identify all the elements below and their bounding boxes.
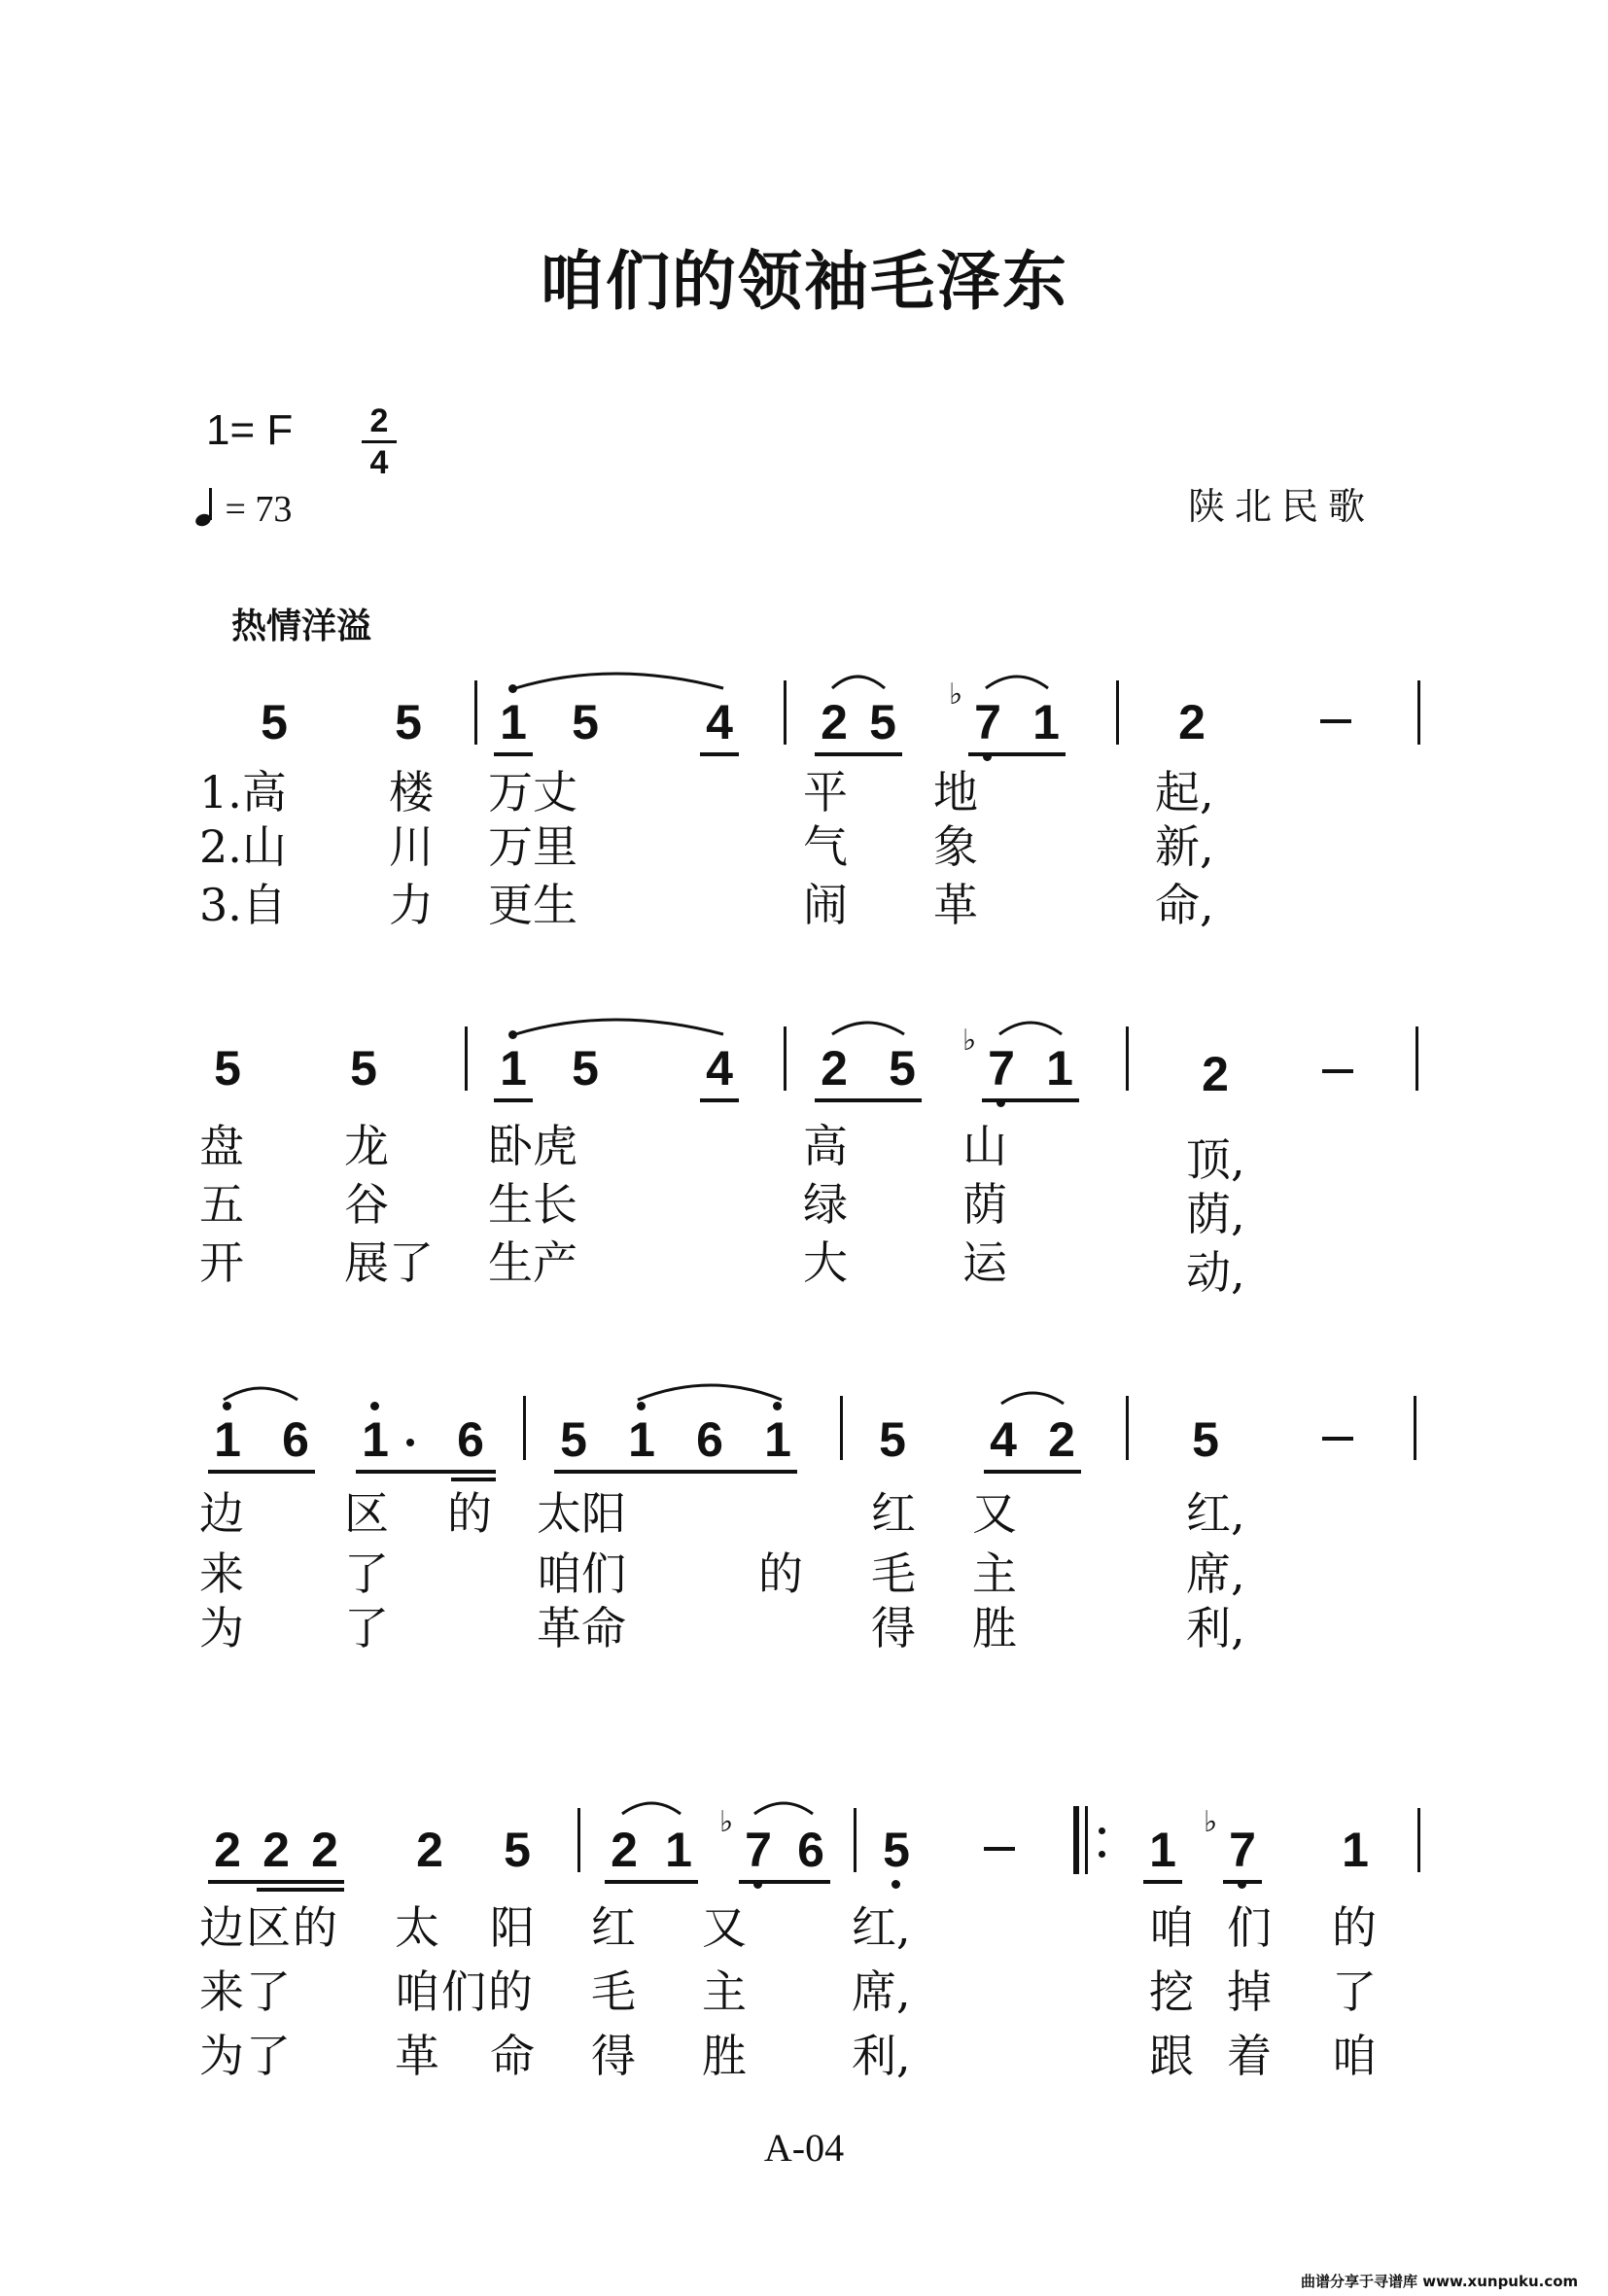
note: 4 <box>990 1412 1017 1467</box>
lyric: 闹 <box>803 879 848 931</box>
lyric: 咱们 <box>537 1548 626 1600</box>
lyric: 胜 <box>972 1602 1017 1654</box>
slur <box>224 1388 297 1400</box>
slur <box>1001 1393 1064 1404</box>
note: 4 <box>706 695 733 749</box>
note: 2 <box>1202 1047 1229 1101</box>
note: 2 <box>262 1823 290 1877</box>
lyric: 2.山 <box>199 820 287 873</box>
composer: 陕北民歌 <box>1188 485 1376 528</box>
lyric: 3.自 <box>199 879 287 931</box>
slur <box>832 1023 904 1034</box>
note: 5 <box>889 1041 916 1096</box>
lyric: 为了 <box>199 2030 293 2082</box>
lyric: 又 <box>972 1487 1017 1540</box>
lyric: 席, <box>1186 1548 1245 1600</box>
note: 1 <box>494 698 533 747</box>
lyric: 革命 <box>537 1602 626 1654</box>
lyric: 来 <box>199 1548 244 1600</box>
lyric: 边区的 <box>199 1901 339 1954</box>
lyric: 咱 <box>1332 2030 1377 2082</box>
lyric: 阳 <box>490 1901 535 1954</box>
lyric: 气 <box>803 820 848 873</box>
note: 4 <box>706 1041 733 1096</box>
lyric: 高 <box>803 1120 848 1172</box>
lyric: 红 <box>871 1487 916 1540</box>
note: 1 <box>356 1415 395 1464</box>
lyric: 主 <box>702 1966 747 2018</box>
lyric: 太阳 <box>537 1487 626 1540</box>
lyric: 胜 <box>702 2030 747 2082</box>
note: 5 <box>560 1412 587 1467</box>
note: 5 <box>879 1412 906 1467</box>
lyric: 顶, <box>1186 1133 1245 1186</box>
slur <box>638 1385 782 1400</box>
lyric: 谷 <box>344 1178 389 1231</box>
lyric: 万里 <box>488 820 577 873</box>
time-signature-numerator: 2 <box>362 404 397 443</box>
lyric: 毛 <box>871 1548 916 1600</box>
note: 5 <box>869 695 896 749</box>
slur <box>999 1023 1062 1034</box>
lyric: 力 <box>389 879 434 931</box>
slur <box>986 677 1048 688</box>
note: 2 <box>1178 695 1206 749</box>
slur <box>832 677 885 688</box>
note: 1 <box>494 1044 533 1093</box>
lyric: 太 <box>395 1901 439 1954</box>
lyric: 大 <box>803 1236 848 1289</box>
lyric: 革 <box>933 879 978 931</box>
note: 5 <box>504 1823 531 1877</box>
note: 5 <box>261 695 288 749</box>
lyric: 生产 <box>488 1236 577 1289</box>
note: 1 <box>758 1415 797 1464</box>
note: 2 <box>311 1823 338 1877</box>
lyric: 红, <box>1186 1487 1245 1540</box>
lyric: 利, <box>852 2030 911 2082</box>
site-credit: 曲谱分享于寻谱库 www.xunpuku.com <box>1301 2273 1579 2290</box>
time-signature-denominator: 4 <box>369 444 389 481</box>
lyric: 边 <box>199 1487 244 1540</box>
lyric: 生长 <box>488 1178 577 1231</box>
lyric: 为 <box>199 1602 244 1654</box>
lyric: 动, <box>1186 1246 1245 1299</box>
lyric: 得 <box>871 1602 916 1654</box>
note: 1 <box>1032 695 1060 749</box>
note: 1 <box>208 1415 247 1464</box>
note: 2 <box>1048 1412 1075 1467</box>
note: 6 <box>282 1412 309 1467</box>
lyric: 咱 <box>1149 1901 1194 1954</box>
slur <box>515 674 723 688</box>
lyric: 了 <box>344 1602 389 1654</box>
lyric: 的 <box>1332 1901 1377 1954</box>
lyric: 红, <box>852 1901 911 1954</box>
slur <box>515 1020 723 1034</box>
note: 1 <box>1149 1823 1176 1877</box>
lyric: 运 <box>962 1236 1007 1289</box>
note: 5 <box>572 1041 599 1096</box>
lyric: 地 <box>933 766 978 818</box>
note: 5 <box>877 1826 916 1874</box>
lyric: 们 <box>1227 1901 1272 1954</box>
expression-marking: 热情洋溢 <box>231 607 372 646</box>
note: 2 <box>611 1823 638 1877</box>
note: 1 <box>1046 1041 1073 1096</box>
note: 1 <box>665 1823 692 1877</box>
lyric: 毛 <box>591 1966 636 2018</box>
note: 2 <box>214 1823 241 1877</box>
lyric: 龙 <box>344 1120 389 1172</box>
note: 1 <box>1342 1823 1369 1877</box>
lyric: 更生 <box>488 879 577 931</box>
lyric: 利, <box>1186 1602 1245 1654</box>
key-signature: 1= F <box>206 406 294 454</box>
lyric: 山 <box>962 1120 1007 1172</box>
lyric: 1.高 <box>199 766 287 818</box>
lyric: 掉 <box>1227 1966 1272 2018</box>
lyric: 楼 <box>389 766 434 818</box>
page-number: A-04 <box>763 2126 845 2170</box>
slur <box>754 1803 813 1814</box>
note: 5 <box>214 1041 241 1096</box>
lyric: 荫, <box>1186 1188 1245 1240</box>
lyric: 绿 <box>803 1178 848 1231</box>
note: 5 <box>572 695 599 749</box>
lyric: 新, <box>1155 820 1214 873</box>
note: 6 <box>696 1412 723 1467</box>
lyric: 革 <box>395 2030 439 2082</box>
tempo-value: = 73 <box>225 489 293 530</box>
lyric: 着 <box>1227 2030 1272 2082</box>
lyric: 象 <box>933 820 978 873</box>
note: 2 <box>821 695 848 749</box>
lyric: 席, <box>852 1966 911 2018</box>
lyric: 卧虎 <box>488 1120 577 1172</box>
lyric: 又 <box>702 1901 747 1954</box>
lyric: 起, <box>1155 766 1214 818</box>
lyric: 主 <box>972 1548 1017 1600</box>
note: 6 <box>797 1823 824 1877</box>
note: 7 ♭ <box>982 1044 1021 1093</box>
note: 6 <box>457 1412 484 1467</box>
note: 7 ♭ <box>968 698 1007 747</box>
lyric: 来了 <box>199 1966 293 2018</box>
lyric: 跟 <box>1149 2030 1194 2082</box>
lyric: 挖 <box>1149 1966 1194 2018</box>
lyric: 了 <box>344 1548 389 1600</box>
lyric: 万丈 <box>488 766 577 818</box>
lyric: 命, <box>1155 879 1214 931</box>
note: 5 <box>1192 1412 1219 1467</box>
lyric: 红 <box>591 1901 636 1954</box>
note: 5 <box>395 695 422 749</box>
note: 2 <box>821 1041 848 1096</box>
lyric: 区 <box>344 1487 389 1540</box>
note: 7 ♭ <box>739 1826 778 1874</box>
lyric: 平 <box>803 766 848 818</box>
lyric: 了 <box>1332 1966 1377 2018</box>
lyric: 开 <box>199 1236 244 1289</box>
lyric: 盘 <box>199 1120 244 1172</box>
song-title: 咱们的领袖毛泽东 <box>540 244 1068 319</box>
lyric: 展了 <box>344 1236 434 1289</box>
lyric: 得 <box>591 2030 636 2082</box>
note: 2 <box>416 1823 443 1877</box>
lyric: 咱们的 <box>395 1966 535 2018</box>
lyric: 荫 <box>962 1178 1007 1231</box>
lyric: 命 <box>490 2030 535 2082</box>
lyric: 五 <box>199 1178 244 1231</box>
lyric: 的 <box>447 1487 492 1540</box>
lyric: 的 <box>758 1548 803 1600</box>
note: 5 <box>350 1041 377 1096</box>
slur <box>622 1803 681 1814</box>
note: 1 <box>622 1415 661 1464</box>
note: 7 ♭ <box>1223 1826 1262 1874</box>
lyric: 川 <box>389 820 434 873</box>
